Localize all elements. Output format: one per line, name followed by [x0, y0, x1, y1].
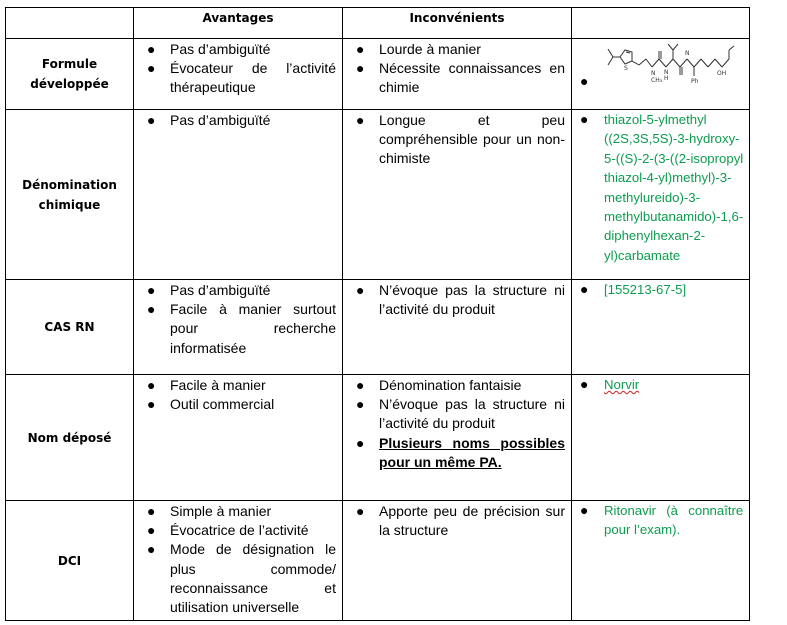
avantages-cell: [134, 375, 343, 501]
row-nom-depose: [6, 375, 750, 501]
bullet-icon: ●: [147, 541, 156, 558]
list-item: [343, 434, 571, 472]
chemical-name-text: thiazol-5-ylmethyl ((2S,3S,5S)-3-hydroxy-5-((S)-2-(3-((2-isopropyl thiazol-4-yl)methyl)-3-methylureido)-3-methylbutanamido)-1,6- diphenylhexan-2-yl)carbamate: [604, 112, 744, 263]
row-cas: [6, 280, 750, 375]
bullet-icon: ●: [147, 112, 156, 128]
example-cell: [572, 501, 750, 621]
list-item-text: Facile à manier: [170, 377, 266, 393]
header-exemple: [572, 8, 750, 39]
dci-name-text: Ritonavir (à connaître pour l’exam).: [604, 503, 744, 538]
row-label-text: DCI: [57, 553, 82, 568]
bullet-icon: ●: [356, 396, 365, 413]
structure-atom-n: N: [651, 70, 656, 77]
list-item: [134, 111, 342, 130]
bullet-icon: ●: [147, 377, 156, 393]
list-item-text: Facile à manier surtout pour recherche informatisée: [170, 301, 336, 356]
structure-ch3-label: CH₃: [651, 77, 663, 84]
row-label-text: Formule développée: [30, 57, 109, 91]
list-item-text-emphasis: Plusieurs noms possibles pour un même PA.: [379, 434, 565, 470]
list-item: [343, 395, 571, 433]
inconvenients-cell: [343, 280, 572, 375]
bullet-icon: ●: [580, 73, 589, 89]
list-item-text: Évocateur de l’activité thérapeutique: [170, 60, 336, 96]
list-item: [572, 280, 749, 299]
inconvenients-cell: [343, 375, 572, 501]
bullet-icon: ●: [356, 503, 365, 519]
list-item: [134, 521, 342, 540]
list-item: [572, 501, 749, 540]
bullet-icon: ●: [580, 281, 589, 297]
list-item-text: Pas d’ambiguïté: [170, 282, 271, 298]
list-item: [134, 540, 342, 617]
bullet-icon: ●: [147, 60, 156, 77]
list-item: [572, 110, 749, 265]
list-item: [134, 376, 342, 395]
row-label-text: CAS RN: [44, 320, 95, 334]
bullet-icon: ●: [147, 522, 156, 539]
row-label: [6, 39, 134, 110]
row-label: [6, 280, 134, 375]
list-item: [134, 281, 342, 300]
example-cell: [572, 280, 750, 375]
bullet-icon: ●: [580, 111, 589, 127]
bullet-icon: ●: [356, 282, 365, 298]
list-item-text: Dénomination fantaisie: [379, 377, 522, 393]
list-item: [134, 395, 342, 414]
bullet-icon: ●: [580, 376, 589, 392]
bullet-icon: ●: [356, 434, 365, 451]
bullet-icon: ●: [147, 503, 156, 519]
header-avantages: Avantages: [134, 8, 343, 39]
list-item: [343, 40, 571, 59]
list-item-text: Apporte peu de précision sur la structure: [379, 503, 565, 539]
list-item: [134, 300, 342, 358]
bullet-icon: ●: [147, 301, 156, 318]
list-item-text: Lourde à manier: [379, 41, 481, 57]
inconvenients-cell: [343, 501, 572, 621]
structure-atom-s: S: [624, 65, 628, 72]
list-item: [572, 375, 749, 394]
bullet-icon: ●: [580, 502, 589, 518]
list-item-text: Longue et peu compréhensible pour un non-chimiste: [379, 112, 565, 167]
avantages-cell: [134, 39, 343, 110]
avantages-cell: [134, 110, 343, 280]
header-empty: [6, 8, 134, 39]
header-inconvenients: Inconvénients: [343, 8, 572, 39]
list-item: [134, 502, 342, 521]
bullet-icon: ●: [147, 41, 156, 57]
list-item-text: Évocatrice de l’activité: [170, 522, 309, 539]
row-label: [6, 110, 134, 280]
brand-name-text: Norvir: [604, 377, 640, 392]
list-item: [343, 502, 571, 540]
list-item: [343, 281, 571, 319]
avantages-cell: [134, 501, 343, 621]
row-label: [6, 501, 134, 621]
header-row: [6, 8, 750, 39]
inconvenients-cell: [343, 110, 572, 280]
example-cell: [572, 39, 750, 110]
structure-atom-h: H: [664, 75, 669, 82]
list-item-text: N’évoque pas la structure ni l’activité du produit: [379, 396, 565, 432]
list-item-text: Pas d’ambiguïté: [170, 112, 271, 128]
avantages-cell: [134, 280, 343, 375]
row-denomination: [6, 110, 750, 280]
cas-number-text: [155213-67-5]: [604, 282, 687, 297]
bullet-icon: ●: [356, 377, 365, 393]
list-item-text: Simple à manier: [170, 503, 272, 519]
bullet-icon: ●: [147, 282, 156, 298]
bullet-icon: ●: [356, 60, 365, 77]
example-cell: [572, 110, 750, 280]
list-item-text: Mode de désignation le plus commode/ reconnaissance et utilisation universelle: [170, 541, 336, 616]
structure-ph-label: Ph: [691, 78, 699, 85]
list-item-text: N’évoque pas la structure ni l’activité du produit: [379, 282, 565, 318]
row-formule: [6, 39, 750, 110]
row-label: [6, 375, 134, 501]
list-item: [343, 59, 571, 97]
structure-atom-n: N: [685, 50, 690, 57]
list-item: [134, 40, 342, 59]
comparison-table: [5, 7, 750, 621]
list-item: [343, 376, 571, 395]
list-item-text: Pas d’ambiguïté: [170, 41, 271, 57]
ritonavir-structure-image: [606, 41, 738, 85]
structure-atom-n: N: [664, 69, 669, 76]
bullet-icon: ●: [356, 112, 365, 128]
row-dci: [6, 501, 750, 621]
bullet-icon: ●: [147, 396, 156, 413]
list-item-text: Nécessite connaissances en chimie: [379, 60, 565, 96]
inconvenients-cell: [343, 39, 572, 110]
list-item: [343, 111, 571, 169]
row-label-text: Nom déposé: [27, 430, 112, 445]
list-item: [134, 59, 342, 97]
row-label-text: Dénomination chimique: [22, 177, 117, 212]
structure-oh-label: OH: [717, 70, 727, 77]
example-cell: [572, 375, 750, 501]
bullet-icon: ●: [356, 41, 365, 57]
list-item-text: Outil commercial: [170, 396, 275, 413]
